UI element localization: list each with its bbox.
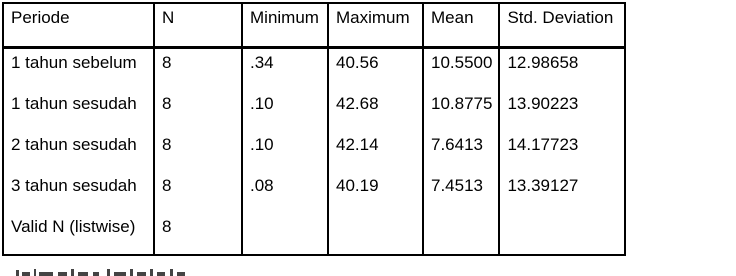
table-cell: .10 xyxy=(242,90,328,131)
header-cell: Maximum xyxy=(328,3,423,48)
table-header-row xyxy=(3,3,625,48)
table-cell: .10 xyxy=(242,131,328,172)
table-cell: 40.19 xyxy=(328,172,423,213)
table-cell: 14.17723 xyxy=(499,131,625,172)
table-cell: 10.8775 xyxy=(423,90,499,131)
table-cell: .34 xyxy=(242,48,328,91)
table-cell: 2 tahun sesudah xyxy=(3,131,154,172)
table-cell: .08 xyxy=(242,172,328,213)
table-cell: 7.6413 xyxy=(423,131,499,172)
table-cell: 13.39127 xyxy=(499,172,625,213)
table-cell xyxy=(423,213,499,255)
table-cell: 13.90223 xyxy=(499,90,625,131)
table-cell: 10.5500 xyxy=(423,48,499,91)
table-cell: 8 xyxy=(154,90,242,131)
table-cell: 40.56 xyxy=(328,48,423,91)
table-row xyxy=(3,90,625,131)
table-cell xyxy=(242,213,328,255)
table-cell: 42.68 xyxy=(328,90,423,131)
header-cell: Minimum xyxy=(242,3,328,48)
table-cell: 8 xyxy=(154,131,242,172)
table-cell: 1 tahun sebelum xyxy=(3,48,154,91)
table-cell: 8 xyxy=(154,172,242,213)
descriptive-statistics-table xyxy=(2,2,626,256)
header-cell: Periode xyxy=(3,3,154,48)
table-row xyxy=(3,172,625,213)
header-cell: N xyxy=(154,3,242,48)
table-row xyxy=(3,213,625,255)
table-cell: 3 tahun sesudah xyxy=(3,172,154,213)
header-cell: Mean xyxy=(423,3,499,48)
table-cell: 42.14 xyxy=(328,131,423,172)
cropped-text-fragment xyxy=(14,267,334,276)
table-cell: 8 xyxy=(154,48,242,91)
table-cell: 12.98658 xyxy=(499,48,625,91)
table-cell xyxy=(328,213,423,255)
table-cell: Valid N (listwise) xyxy=(3,213,154,255)
table-cell: 8 xyxy=(154,213,242,255)
header-cell: Std. Deviation xyxy=(499,3,625,48)
cropped-footer-text xyxy=(14,265,334,276)
table-cell: 1 tahun sesudah xyxy=(3,90,154,131)
table-cell: 7.4513 xyxy=(423,172,499,213)
table-cell xyxy=(499,213,625,255)
table-row xyxy=(3,131,625,172)
table-row xyxy=(3,48,625,91)
